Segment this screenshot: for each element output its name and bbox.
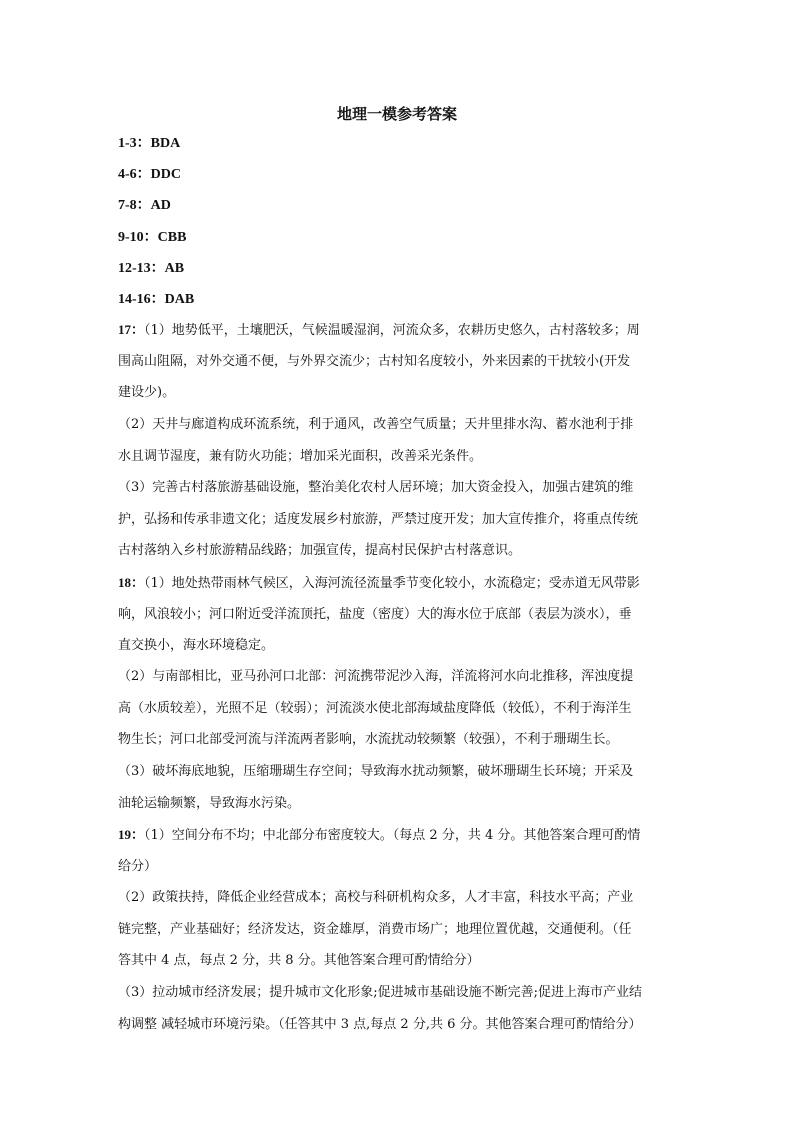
question-number: 18 — [118, 575, 131, 590]
q17-part1-line2: 围高山阻隔，对外交通不便，与外界交流少；古村知名度较小，外来因素的干扰较小(开发 — [118, 353, 631, 369]
q17-part2-line2: 水且调节湿度，兼有防火功能；增加采光面积，改善采光条件。 — [118, 448, 483, 464]
q18-part3-line1: （3）破坏海底地貌，压缩珊瑚生存空间；导致海水扰动频繁，破坏珊瑚生长环境；开采及 — [118, 764, 634, 779]
q17-part3-line3: 古村落纳入乡村旅游精品线路；加强宣传，提高村民保护古村落意识。 — [118, 543, 522, 558]
q19-part3 — [118, 977, 678, 1040]
mc-answer: BDA — [150, 136, 181, 151]
q18-part3 — [118, 756, 678, 819]
question-number: 19 — [118, 827, 131, 842]
q19-part1-line1: 19：（1）空间分布不均；中北部分布密度较大。（每点 2 分，共 4 分。其他答案合理可酌情 — [118, 827, 641, 843]
q19-part1 — [118, 819, 678, 882]
mc-answer-4-6: 4-6：DDC — [118, 167, 182, 182]
q19-part3-line1: （3）拉动城市经济发展；提升城市文化形象;促进城市基础设施不断完善;促进上海市产业结 — [118, 985, 643, 1000]
q17-part1-line3: 建设少)。 — [118, 385, 176, 400]
q19-part2-line1: （2）政策扶持，降低企业经营成本；高校与科研机构众多，人才丰富，科技水平高；产业 — [118, 890, 634, 905]
q17-part3-line2: 护，弘扬和传承非遗文化；适度发展乡村旅游，严禁过度开发；加大宣传推介，将重点传统 — [118, 511, 639, 527]
mc-answer: DAB — [164, 292, 195, 307]
mc-answer: CBB — [157, 230, 187, 245]
mc-range: 1-3 — [118, 136, 137, 151]
mc-range: 14-16 — [118, 292, 151, 307]
mc-answer: DDC — [150, 167, 182, 182]
q18-part1 — [118, 567, 678, 662]
mc-range: 7-8 — [118, 198, 137, 213]
q19-part3-line2: 构调整 减轻城市环境污染。（任答其中 3 点,每点 2 分,共 6 分。其他答案合理可酌情给分） — [118, 1016, 642, 1032]
mc-answer: AD — [150, 198, 171, 213]
mc-answer-14-16: 14-16：DAB — [118, 292, 195, 307]
mc-answer-7-8: 7-8：AD — [118, 198, 171, 213]
q17-part2-line1: （2）天井与廊道构成环流系统，利于通风，改善空气质量；天井里排水沟、蓄水池利于排 — [118, 417, 634, 432]
q17-part2 — [118, 409, 678, 472]
mc-range: 4-6 — [118, 167, 137, 182]
q18-part1-line3: 直交换小，海水环境稳定。 — [118, 638, 275, 653]
question-number: 17 — [118, 322, 131, 337]
q17-part3 — [118, 472, 678, 567]
q18-part1-line2: 响，风浪较小；河口附近受洋流顶托，盐度（密度）大的海水位于底部（表层为淡水），垂 — [118, 606, 632, 622]
q17-part1-line1: 17：（1）地势低平，土壤肥沃，气候温暖湿润，河流众多，农耕历史悠久，古村落较多；周 — [118, 322, 640, 338]
q19-part2 — [118, 882, 678, 977]
q18-part2-line1: （2）与南部相比，亚马孙河口北部：河流携带泥沙入海，洋流将河水向北推移，浑浊度提 — [118, 669, 634, 684]
q18-part1-text: （1）地处热带雨林气候区，入海河流径流量季节变化较小，水流稳定；受赤道无风带影 — [144, 576, 640, 591]
q18-part2-line2: 高（水质较差），光照不足（较弱）；河流淡水使北部海域盐度降低（较低），不利于海洋生 — [118, 700, 632, 716]
mc-range: 9-10 — [118, 230, 144, 245]
q18-part3-line2: 油轮运输频繁，导致海水污染。 — [118, 795, 301, 811]
mc-range: 12-13 — [118, 261, 151, 276]
page-title: 地理一模参考答案 — [336, 105, 457, 123]
q17-part1-text: （1）地势低平，土壤肥沃，气候温暖湿润，河流众多，农耕历史悠久，古村落较多；周 — [144, 323, 640, 338]
q19-part1-text: （1）空间分布不均；中北部分布密度较大。（每点 2 分，共 4 分。其他答案合理可酌情 — [144, 828, 641, 843]
q19-part2-line3: 答其中 4 点，每点 2 分，共 8 分。其他答案合理可酌情给分） — [118, 953, 480, 968]
q19-part1-line2: 给分） — [118, 858, 158, 874]
q18-part2 — [118, 661, 678, 756]
mc-answer-1-3: 1-3：BDA — [118, 136, 181, 151]
q17-part1 — [118, 314, 678, 409]
mc-answer: AB — [164, 261, 185, 276]
q19-part2-line2: 链完整，产业基础好；经济发达，资金雄厚，消费市场广；地理位置优越，交通便利。（任 — [118, 921, 632, 937]
q18-part2-line3: 物生长；河口北部受河流与洋流两者影响，水流扰动较频繁（较强），不利于珊瑚生长。 — [118, 732, 619, 747]
mc-answer-12-13: 12-13：AB — [118, 261, 185, 276]
q17-part3-line1: （3）完善古村落旅游基础设施，整治美化农村人居环境；加大资金投入，加强古建筑的维 — [118, 480, 634, 495]
q18-part1-line1: 18：（1）地处热带雨林气候区，入海河流径流量季节变化较小，水流稳定；受赤道无风带影 — [118, 575, 640, 591]
mc-answer-9-10: 9-10：CBB — [118, 230, 187, 245]
